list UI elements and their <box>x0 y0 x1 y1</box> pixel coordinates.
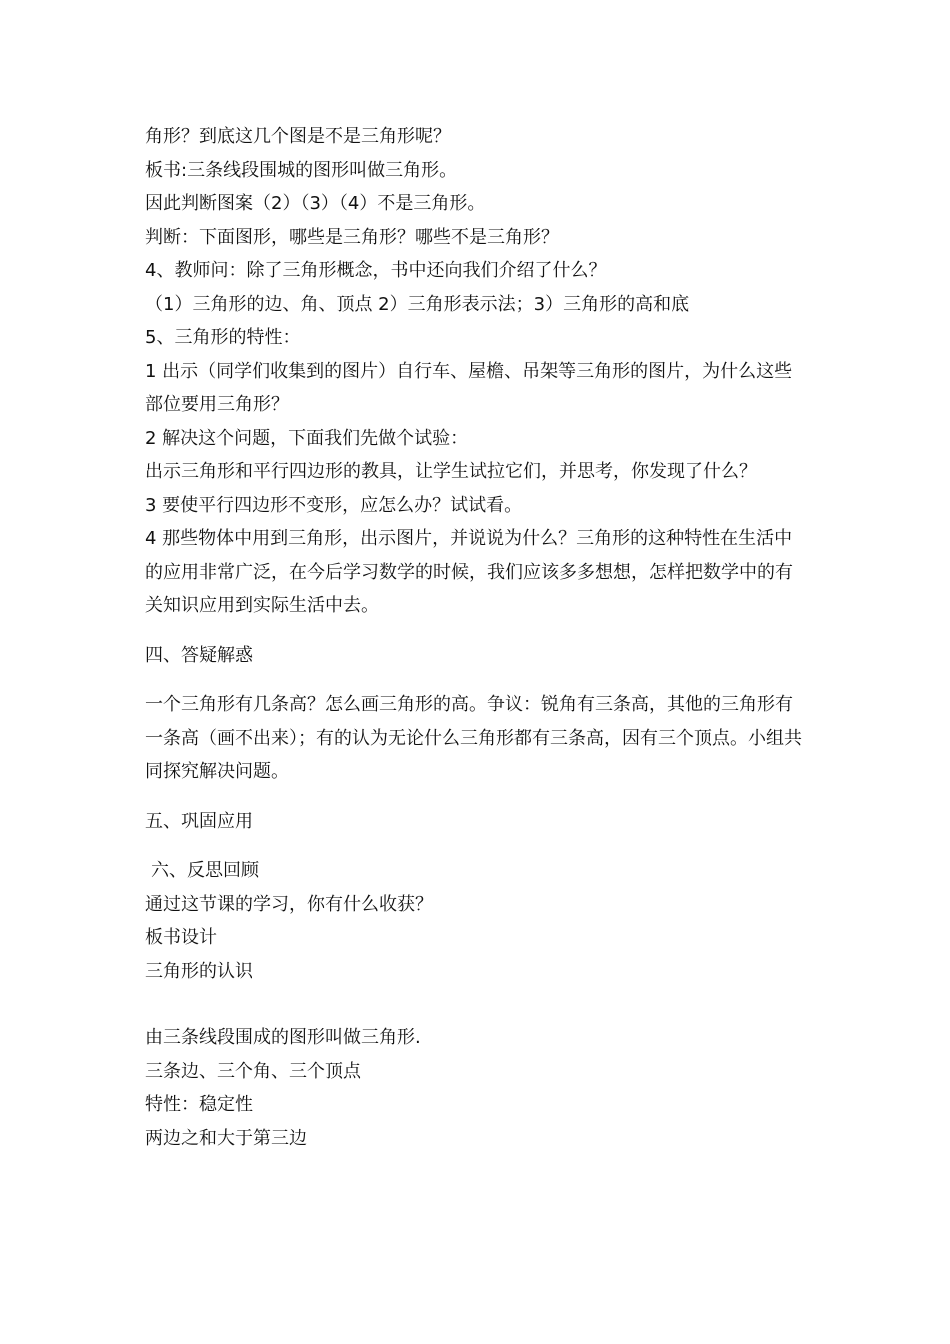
text-paragraph: 1 出示（同学们收集到的图片）自行车、屋檐、吊架等三角形的图片，为什么这些部位要用三角形？ <box>145 360 793 415</box>
text-line: 板书:三条线段围城的图形叫做三角形。 <box>145 159 458 181</box>
text-line: 通过这节课的学习，你有什么收获？ <box>145 893 433 915</box>
board-line: 特性：稳定性 <box>145 1094 253 1115</box>
text-line: 判断：下面图形，哪些是三角形？哪些不是三角形？ <box>145 226 559 248</box>
board-design-topic: 三角形的认识 <box>145 960 253 982</box>
document-page <box>145 120 805 1155</box>
text-paragraph: 一个三角形有几条高？怎么画三角形的高。争议：锐角有三条高，其他的三角形有一条高（画不出来）；有的认为无论什么三角形都有三条高，因有三个顶点。小组共同探究解决问题。 <box>145 694 802 782</box>
text-line: 3 要使平行四边形不变形，应怎么办？试试看。 <box>145 494 523 516</box>
text-paragraph: 4 那些物体中用到三角形，出示图片，并说说为什么？三角形的这种特性在生活中的应用非常广泛，在今后学习数学的时候，我们应该多多想想，怎样把数学中的有关知识应用到实际生活中去。 <box>145 528 793 616</box>
text-line: 出示三角形和平行四边形的教具，让学生试拉它们，并思考，你发现了什么？ <box>145 461 757 482</box>
text-line: 角形？到底这几个图是不是三角形呢？ <box>145 126 451 147</box>
text-line: 5、三角形的特性： <box>145 327 301 348</box>
section-heading: 五、巩固应用 <box>145 810 253 832</box>
board-line: 两边之和大于第三边 <box>145 1127 307 1149</box>
text-line: （1）三角形的边、角、顶点 2）三角形表示法；3）三角形的高和底 <box>145 293 690 315</box>
section-heading: 六、反思回顾 <box>151 860 259 881</box>
board-line: 三条边、三个角、三个顶点 <box>145 1060 361 1082</box>
section-heading: 四、答疑解惑 <box>145 644 253 666</box>
text-line: 因此判断图案（2）（3）（4）不是三角形。 <box>145 193 486 214</box>
board-line: 由三条线段围成的图形叫做三角形. <box>145 1027 421 1048</box>
text-line: 4、教师问：除了三角形概念，书中还向我们介绍了什么？ <box>145 260 607 281</box>
text-line: 2 解决这个问题，下面我们先做个试验： <box>145 427 469 449</box>
board-design-title: 板书设计 <box>145 927 217 948</box>
